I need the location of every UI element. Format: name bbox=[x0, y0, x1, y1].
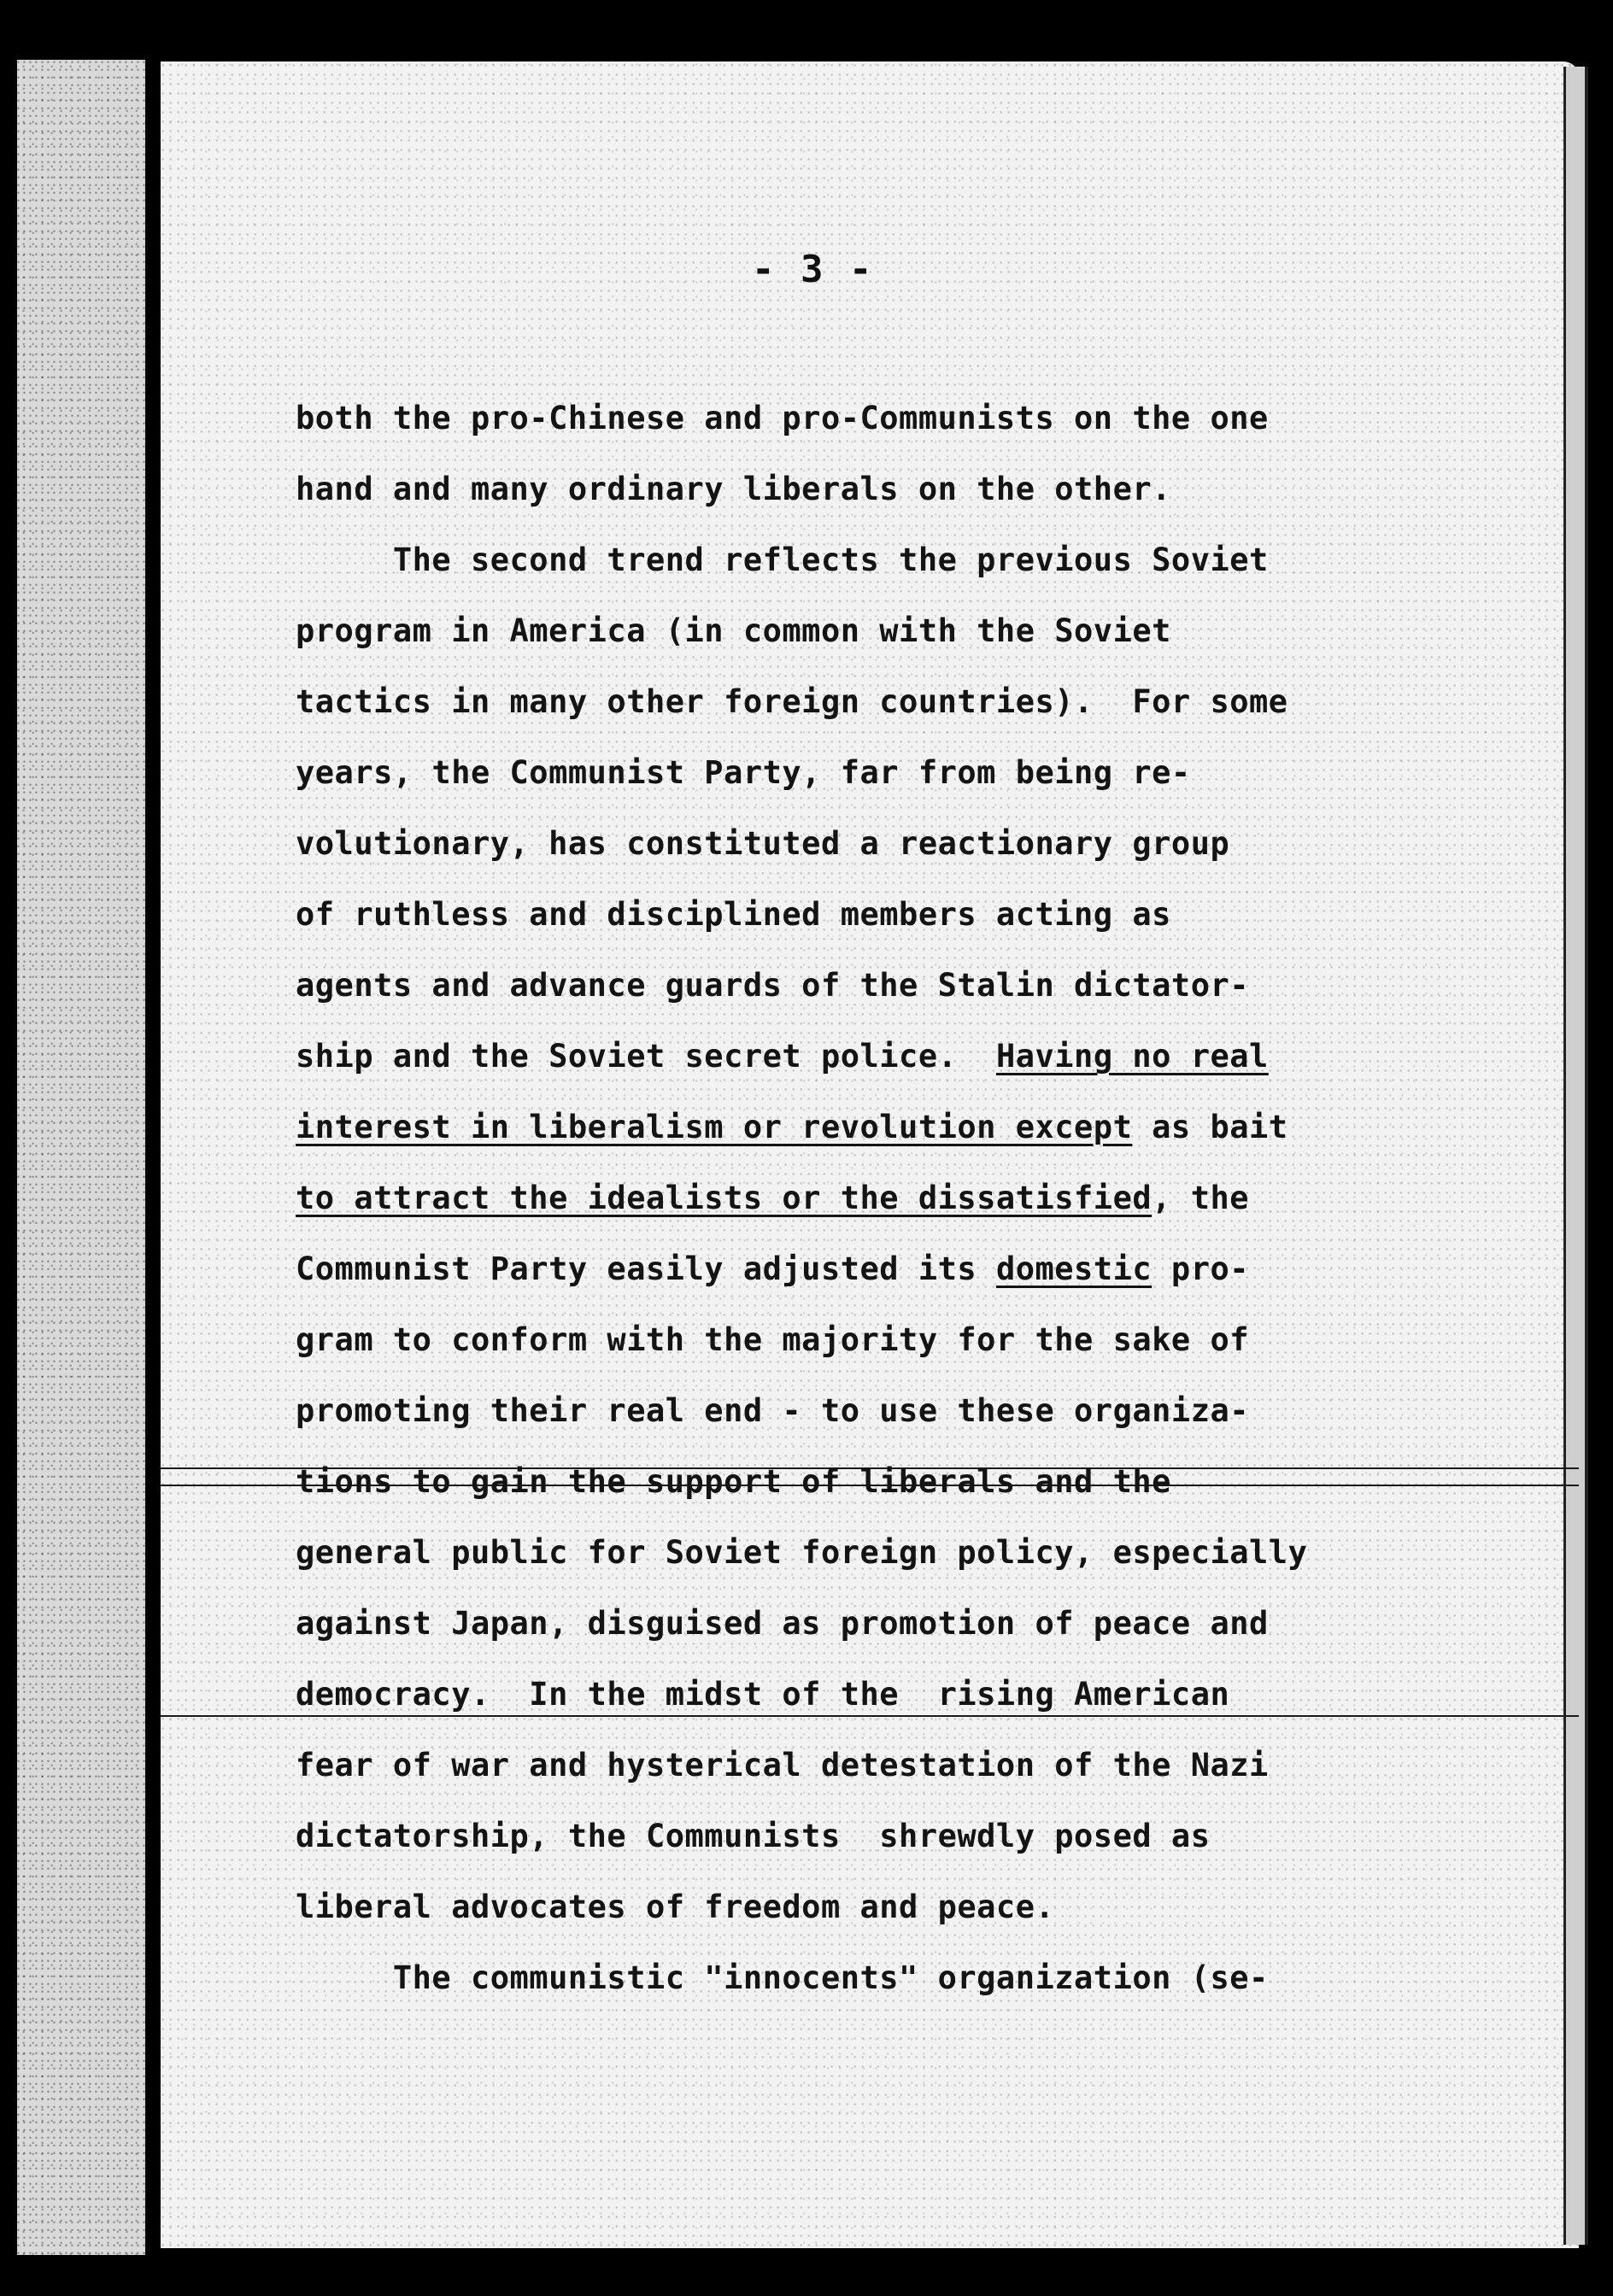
text-line bbox=[296, 1375, 1406, 1446]
text-line bbox=[296, 1801, 1406, 1871]
text-segment: dictatorship, the Communists shrewdly posed as bbox=[296, 1818, 1211, 1854]
underlined-text: Having no real bbox=[995, 1038, 1269, 1075]
text-segment: The second trend reflects the previous Soviet bbox=[296, 542, 1269, 578]
text-segment: , the bbox=[1152, 1180, 1250, 1216]
text-segment: ship and the Soviet secret police. bbox=[296, 1038, 996, 1075]
text-line bbox=[296, 1233, 1406, 1304]
text-line bbox=[296, 595, 1406, 666]
text-segment: of ruthless and disciplined members acting as bbox=[296, 896, 1171, 933]
text-line bbox=[296, 1659, 1406, 1730]
underlined-text: to attract the idealists or the dissatisfied bbox=[296, 1180, 1153, 1216]
text-segment: both the pro-Chinese and pro-Communists on the one bbox=[296, 400, 1269, 436]
text-line bbox=[296, 1092, 1406, 1163]
text-segment: The communistic "innocents" organization (se- bbox=[296, 1959, 1269, 1996]
text-line bbox=[296, 1446, 1406, 1517]
text-segment: general public for Soviet foreign policy, especially bbox=[296, 1534, 1308, 1571]
text-line bbox=[296, 1021, 1406, 1092]
text-segment: agents and advance guards of the Stalin dictator- bbox=[296, 967, 1250, 1004]
text-segment: pro- bbox=[1152, 1250, 1250, 1287]
text-segment: hand and many ordinary liberals on the other. bbox=[296, 471, 1171, 507]
text-line bbox=[296, 1942, 1406, 2013]
adjacent-page-margin bbox=[17, 60, 145, 2255]
text-segment: years, the Communist Party, far from being re- bbox=[296, 754, 1191, 791]
text-line bbox=[296, 808, 1406, 879]
text-segment: Communist Party easily adjusted its bbox=[296, 1250, 996, 1287]
page-number: - 3 - bbox=[752, 248, 874, 291]
text-line bbox=[296, 454, 1406, 524]
text-segment: promoting their real end - to use these organiza- bbox=[296, 1392, 1250, 1429]
text-line bbox=[296, 879, 1406, 950]
underlined-text: interest in liberalism or revolution except bbox=[296, 1109, 1133, 1145]
underlined-text: domestic bbox=[995, 1250, 1153, 1287]
text-line bbox=[296, 950, 1406, 1021]
text-segment: fear of war and hysterical detestation of the Nazi bbox=[296, 1747, 1269, 1784]
binding-shadow bbox=[145, 60, 161, 2255]
text-segment: as bait bbox=[1132, 1109, 1288, 1145]
text-line bbox=[296, 1163, 1406, 1233]
body-text bbox=[296, 383, 1406, 2013]
text-segment: volutionary, has constituted a reactionary group bbox=[296, 825, 1230, 862]
text-segment: against Japan, disguised as promotion of peace and bbox=[296, 1605, 1269, 1642]
text-segment: tactics in many other foreign countries). For some bbox=[296, 683, 1288, 720]
page-edge bbox=[1563, 67, 1588, 2245]
text-segment: tions to gain the support of liberals and the bbox=[296, 1463, 1171, 1500]
text-segment: liberal advocates of freedom and peace. bbox=[296, 1889, 1055, 1925]
text-line bbox=[296, 1588, 1406, 1659]
text-line bbox=[296, 524, 1406, 595]
text-segment: democracy. In the midst of the rising American bbox=[296, 1676, 1230, 1713]
text-line bbox=[296, 1871, 1406, 1942]
text-segment: gram to conform with the majority for the sake of bbox=[296, 1321, 1250, 1358]
text-segment: program in America (in common with the Soviet bbox=[296, 612, 1171, 649]
text-line bbox=[296, 1730, 1406, 1801]
text-line bbox=[296, 666, 1406, 737]
text-line bbox=[296, 1304, 1406, 1375]
text-line bbox=[296, 383, 1406, 454]
text-line bbox=[296, 737, 1406, 808]
text-line bbox=[296, 1517, 1406, 1588]
